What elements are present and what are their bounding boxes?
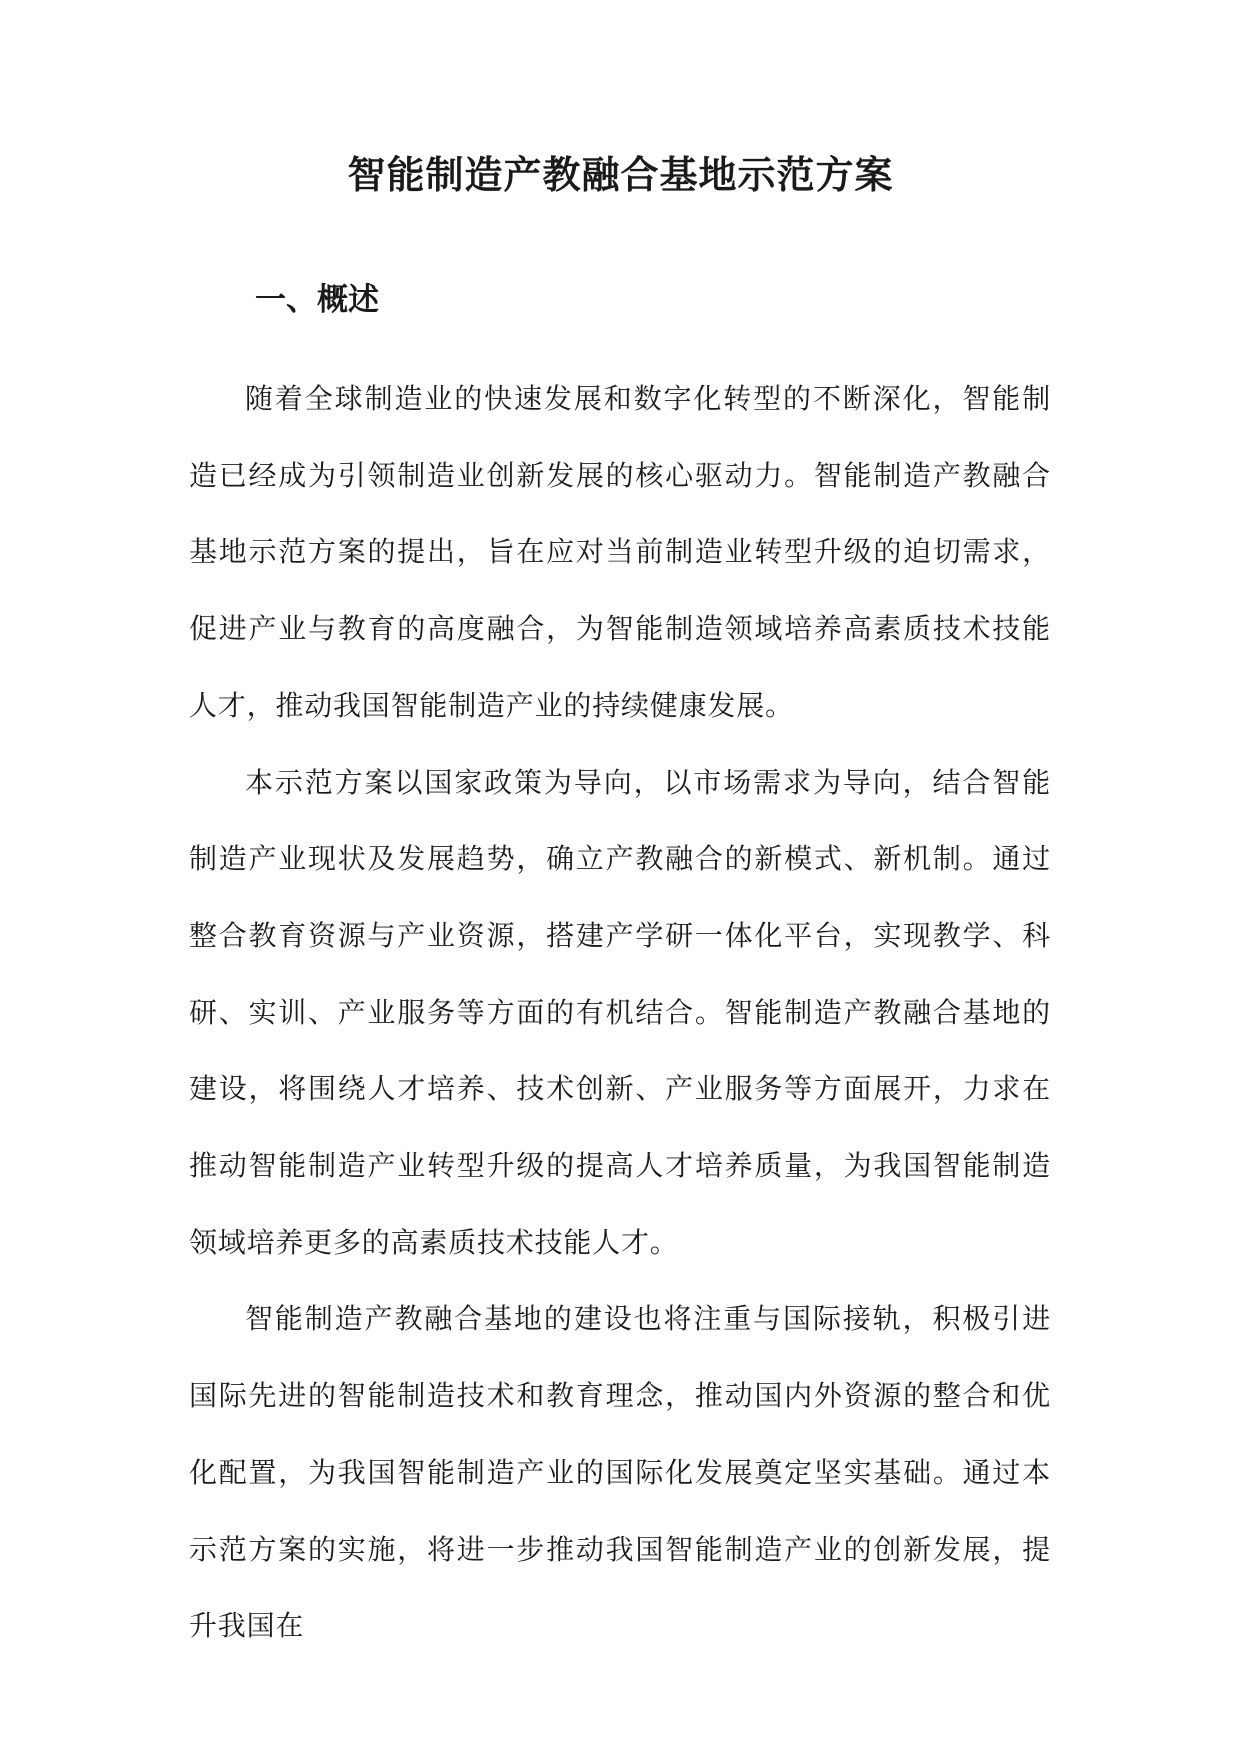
section-heading: 一、概述	[255, 282, 379, 318]
paragraph-1: 随着全球制造业的快速发展和数字化转型的不断深化，智能制造已经成为引领制造业创新发展的核心驱动力。智能制造产教融合基地示范方案的提出，旨在应对当前制造业转型升级的迫切需求，促进产业与教育的高度融合，为智能制造领域培养高素质技术技能人才，推动我国智能制造产业的持续健康发展。	[189, 382, 1051, 722]
document-body	[189, 361, 1051, 1665]
paragraph-2: 本示范方案以国家政策为导向，以市场需求为导向，结合智能制造产业现状及发展趋势，确立产教融合的新模式、新机制。通过整合教育资源与产业资源，搭建产学研一体化平台，实现教学、科研、实训、产业服务等方面的有机结合。智能制造产教融合基地的建设，将围绕人才培养、技术创新、产业服务等方面展开，力求在推动智能制造产业转型升级的提高人才培养质量，为我国智能制造领域培养更多的高素质技术技能人才。	[189, 765, 1051, 1259]
paragraph-3: 智能制造产教融合基地的建设也将注重与国际接轨，积极引进国际先进的智能制造技术和教育理念，推动国内外资源的整合和优化配置，为我国智能制造产业的国际化发展奠定坚实基础。通过本示范方案的实施，将进一步推动我国智能制造产业的创新发展，提升我国在	[189, 1302, 1051, 1643]
document-title: 智能制造产教融合基地示范方案	[347, 152, 894, 197]
